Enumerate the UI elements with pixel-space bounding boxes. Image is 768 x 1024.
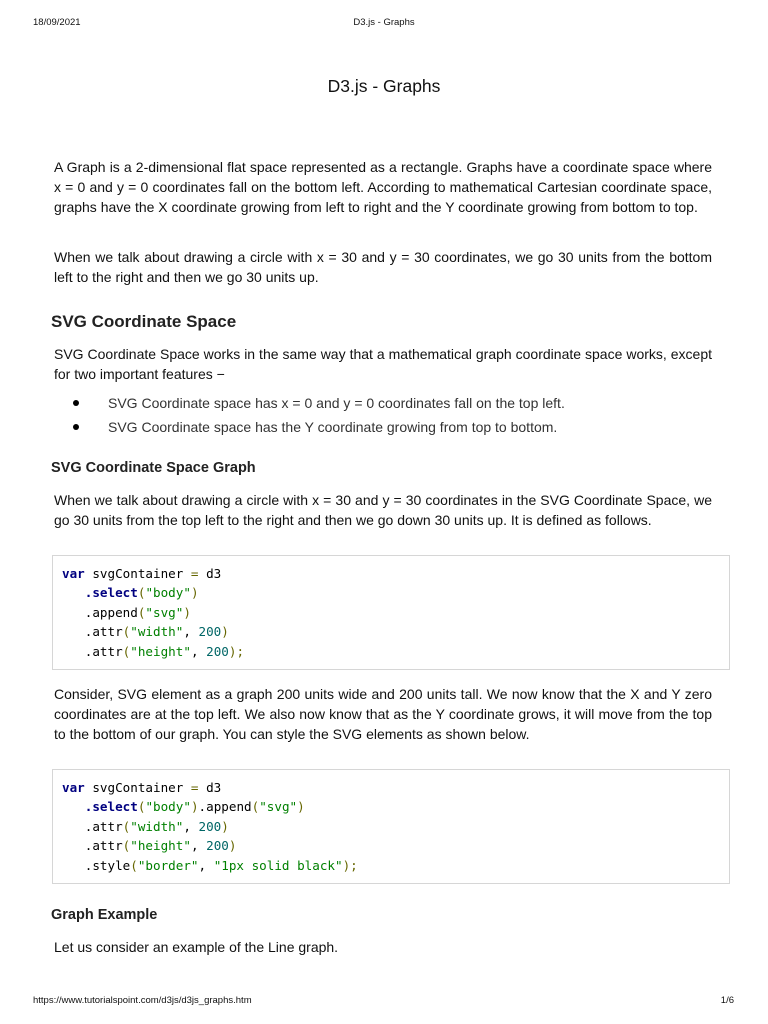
code-token: svgContainer [84, 780, 191, 795]
code-token: ) [183, 604, 191, 620]
code-token: , [183, 624, 199, 640]
page-number: 1/6 [720, 995, 734, 1006]
code-token: , [183, 818, 199, 834]
code-token: "body" [145, 799, 191, 815]
code-token [62, 799, 85, 814]
code-token: d3 [198, 780, 222, 795]
svg-graph-paragraph-2 [54, 684, 712, 744]
code-line [62, 564, 729, 583]
code-token: ( [137, 604, 146, 620]
code-token: 200 [206, 838, 229, 854]
code-token: "svg" [259, 799, 298, 815]
code-token: , [190, 838, 207, 854]
code-token: d3 [198, 566, 222, 581]
code-token: 200 [206, 643, 229, 659]
svg-graph-text-1: When we talk about drawing a circle with x = 30 and y = 30 coordinates in the SVG Coordinate Space, we go 30 units from the top left to the right and then we go down 30 units up. It is defined as follows. [54, 492, 712, 528]
code-line [62, 622, 729, 641]
subheading-graph-example: Graph Example [51, 907, 158, 923]
code-token: ); [228, 643, 245, 659]
code-line [62, 797, 729, 816]
svg-graph-text-2: Consider, SVG element as a graph 200 units wide and 200 units tall. We now know that the X and Y zero coordinates are at the top left. We also now know that as the Y coordinate grows, it will move from the top to the bottom of our graph. You can style the SVG elements as shown below. [54, 686, 712, 742]
code-token: ) [297, 799, 305, 815]
subheading-svg-coordinate-space-graph: SVG Coordinate Space Graph [51, 460, 256, 476]
code-token: ( [122, 838, 131, 854]
code-line [62, 817, 729, 836]
code-token: .attr [62, 624, 123, 640]
code-token: select [92, 799, 138, 815]
code-token: . [84, 585, 93, 601]
code-token: svgContainer [84, 566, 191, 581]
bullet-icon [73, 400, 79, 406]
code-token: "body" [145, 585, 191, 601]
intro-paragraph-2 [54, 247, 712, 287]
code-token: ( [137, 585, 146, 601]
code-token: "width" [130, 818, 184, 834]
code-token: var [62, 566, 85, 581]
intro-text-2: When we talk about drawing a circle with x = 30 and y = 30 coordinates, we go 30 units from the bottom left to the right and then we go 30 units up. [54, 249, 712, 285]
page-title: D3.js - Graphs [327, 76, 441, 96]
code-token: "width" [130, 624, 184, 640]
code-line [62, 856, 729, 875]
print-date: 18/09/2021 [33, 17, 81, 28]
code-token: .style [62, 857, 131, 873]
code-token: "height" [130, 643, 191, 659]
list-item-text: SVG Coordinate space has x = 0 and y = 0 coordinates fall on the top left. [108, 395, 565, 411]
code-token: .attr [62, 643, 123, 659]
code-token: ( [122, 624, 131, 640]
svg-graph-paragraph-1 [54, 490, 712, 530]
intro-paragraph-1 [54, 157, 712, 217]
code-token: ( [251, 799, 260, 815]
code-token: select [92, 585, 138, 601]
code-token: ) [221, 818, 229, 834]
code-token: ) [190, 585, 199, 601]
list-item [54, 418, 694, 442]
section-heading-svg-coordinate-space: SVG Coordinate Space [51, 312, 237, 331]
print-header-title: D3.js - Graphs [353, 17, 415, 28]
list-item-text: SVG Coordinate space has the Y coordinate growing from top to bottom. [108, 419, 558, 435]
code-token: 200 [198, 624, 222, 640]
code-block-1[interactable] [52, 555, 730, 670]
source-url[interactable]: https://www.tutorialspoint.com/d3js/d3js_graphs.htm [33, 995, 252, 1006]
code-token: = [190, 780, 199, 795]
list-item [54, 394, 694, 418]
code-token: "1px solid black" [213, 857, 343, 873]
bullet-icon [73, 424, 79, 430]
code-token: 200 [198, 818, 222, 834]
code-token: .attr [62, 838, 123, 854]
code-token: ( [122, 818, 131, 834]
svg-space-text: SVG Coordinate Space works in the same way that a mathematical graph coordinate space works, except for two important features − [54, 346, 712, 382]
code-line [62, 836, 729, 855]
code-token: "height" [130, 838, 191, 854]
code-token: ( [130, 857, 138, 873]
code-line [62, 603, 729, 622]
code-line [62, 778, 729, 797]
code-token: , [198, 857, 214, 873]
code-token: "border" [137, 857, 199, 873]
code-token: "svg" [145, 604, 184, 620]
code-token: ) [228, 838, 237, 854]
code-token: ( [137, 799, 146, 815]
code-token: ) [190, 799, 199, 815]
code-token: ); [342, 857, 358, 873]
feature-list [54, 394, 694, 442]
code-block-2[interactable] [52, 769, 730, 884]
graph-example-text: Let us consider an example of the Line graph. [54, 939, 339, 955]
code-line [62, 642, 729, 661]
code-token: .append [62, 604, 138, 620]
code-token: ) [221, 624, 229, 640]
code-token: .append [198, 799, 252, 815]
code-token: = [190, 566, 199, 581]
code-token: var [62, 780, 85, 795]
graph-example-paragraph [54, 937, 712, 957]
code-token [62, 585, 85, 600]
svg-space-paragraph [54, 344, 712, 384]
code-token: .attr [62, 818, 123, 834]
code-token: ( [122, 643, 131, 659]
code-line [62, 583, 729, 602]
code-token: , [190, 643, 207, 659]
code-token: . [84, 799, 93, 815]
intro-text-1: A Graph is a 2-dimensional flat space represented as a rectangle. Graphs have a coordinate space where x = 0 and y = 0 coordinates fall on the bottom left. According to mathematical Cartesian coordinate space, graphs have the X coordinate growing from left to right and the Y coordinate growing from bottom to top. [54, 159, 712, 215]
